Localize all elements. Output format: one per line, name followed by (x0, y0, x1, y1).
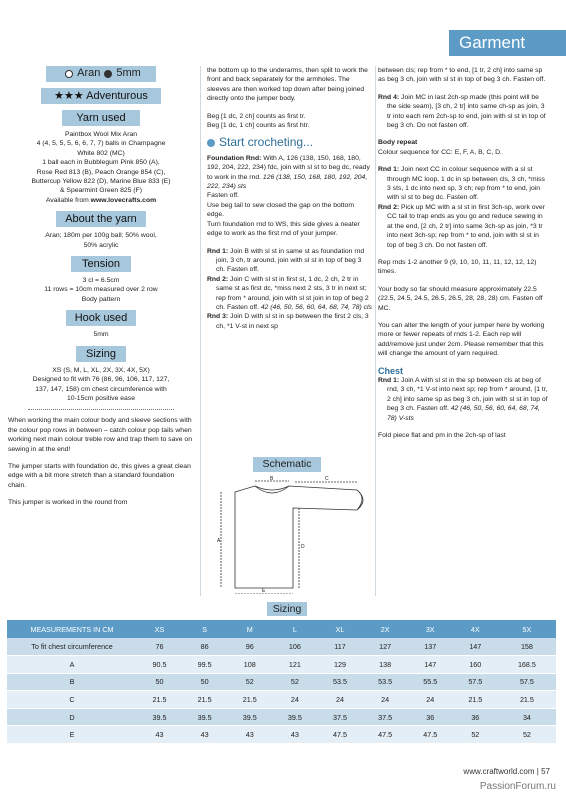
instruction-text: between cls; rep from * to end, [1 tr, 2 ch] into same sp as beg 3 ch, join with sl st in top of beg 3 ch. Fasten off. (378, 67, 546, 84)
instruction-text: Turn foundation rnd to WS, this side gives a neater edge to work as the first rnd of your jumper. (207, 220, 360, 238)
sizing-heading: Sizing (76, 346, 126, 362)
hook-used-text: 5mm (93, 331, 109, 339)
value-cell: 108 (227, 656, 272, 674)
yarn-weight-bar (46, 66, 156, 82)
header-cell: S (182, 620, 227, 638)
chest-round-1: Rnd 1: Join A with sl st in the sp between cls at beg of rnd, 3 ch, *1 V-st into next sp; rep from * around, [1 tr, 2 ch] into same sp as beg 3 ch, join with sl st in top of beg 3 ch. Fasten off. 42 (46, 50, 56, 60, 64, 68, 74, 78) V-sts (378, 376, 548, 422)
fasten-off-text: Fasten off. (207, 192, 239, 200)
table-row (7, 691, 556, 709)
tension-heading: Tension (71, 256, 131, 272)
tip-paragraph: When working the main colour body and sleeve sections with the colour pop rows in between – catch colour pop tails when working next main colour treble row and trap them to save on sewing in at the end! (8, 417, 192, 453)
round-2: Rnd 2: Join C with sl st in first st, 1 dc, 2 ch, 2 tr in same st as first dc, *miss next 2 sts, 3 tr in next st; rep from * around, join with sl st join in top of beg 2 ch. Fasten off. 42 (46, 50, 56, 60, 64, 68, 74, 78) cls (207, 275, 372, 311)
header-cell: M (227, 620, 272, 638)
value-cell: 36 (408, 708, 453, 726)
value-cell: 52 (498, 726, 556, 744)
tip-paragraph: This jumper is worked in the round from (8, 499, 128, 507)
sizing-text: XS (S, M, L, XL, 2X, 3X, 4X, 5X) Designed to fit with 76 (86, 96, 106, 117, 127, 137, 147, 158) cm chest circumference with 10-15cm positive ease (32, 366, 170, 402)
hook-used-heading: Hook used (66, 310, 136, 326)
value-cell: 39.5 (137, 708, 182, 726)
middle-column (207, 66, 372, 331)
watermark: PassionForum.ru (479, 781, 556, 792)
value-cell: 52 (453, 726, 498, 744)
value-cell: 21.5 (453, 691, 498, 709)
schematic-svg (207, 476, 372, 594)
table-row (7, 673, 556, 691)
value-cell: 127 (363, 638, 408, 656)
value-cell: 50 (182, 673, 227, 691)
body-round-1: Rnd 1: Join next CC in colour sequence with a sl st through MC loop, 1 dc in sp between cls, 3 ch, *miss 3 sts, 1 dc into next sp, 3 ch; rep from * to end, join with sl st to beg dc. Fasten off. (378, 166, 545, 202)
value-cell: 52 (227, 673, 272, 691)
chest-heading: Chest (378, 365, 404, 376)
tip-paragraph: The jumper starts with foundation dc, this gives a great clean edge with a bit more stretch than a standard foundation chain. (8, 462, 191, 489)
right-column (378, 66, 550, 440)
beg-note: Beg [1 dc, 1 ch] counts as first htr. (207, 122, 310, 130)
table-row (7, 638, 556, 656)
body-repeat-heading: Body repeat (378, 139, 418, 147)
value-cell: 43 (137, 726, 182, 744)
value-cell: 53.5 (363, 673, 408, 691)
value-cell: 39.5 (272, 708, 317, 726)
instruction-text: Use beg tail to sew closed the gap on the bottom edge. (207, 201, 354, 219)
label-c: C (325, 476, 329, 482)
value-cell: 24 (272, 691, 317, 709)
value-cell: 53.5 (317, 673, 362, 691)
row-label-cell: B (7, 673, 137, 691)
row-label-cell: E (7, 726, 137, 744)
about-yarn-text: Aran; 180m per 100g ball; 50% wool, 50% acrylic (45, 232, 157, 249)
value-cell: 47.5 (363, 726, 408, 744)
value-cell: 21.5 (498, 691, 556, 709)
round-4: Rnd 4: Join MC in last 2ch-sp made (this point will be the side seam), [3 ch, 2 tr] into same ch-sp as join, 3 tr into each rem 2ch-sp to end, join with sl st in top of beg 3 ch. Do not fasten off. (378, 93, 546, 130)
beg-note: Beg [1 dc, 2 ch] counts as first tr. (207, 112, 306, 120)
header-cell: 5X (498, 620, 556, 638)
left-column (8, 66, 194, 516)
label-d: D (301, 544, 305, 550)
bullet-icon (207, 139, 215, 147)
value-cell: 43 (227, 726, 272, 744)
dotted-divider (28, 409, 174, 410)
about-yarn-heading: About the yarn (56, 211, 146, 227)
value-cell: 47.5 (317, 726, 362, 744)
value-cell: 50 (137, 673, 182, 691)
table-header-row (7, 620, 556, 638)
value-cell: 168.5 (498, 656, 556, 674)
value-cell: 21.5 (137, 691, 182, 709)
value-cell: 137 (408, 638, 453, 656)
value-cell: 158 (498, 638, 556, 656)
value-cell: 106 (272, 638, 317, 656)
value-cell: 21.5 (227, 691, 272, 709)
colour-sequence: Colour sequence for CC: E, F, A, B, C, D. (378, 148, 502, 156)
label-b: B (270, 476, 274, 482)
hook-icon (104, 70, 112, 78)
value-cell: 99.5 (182, 656, 227, 674)
repeat-text: Rep rnds 1-2 another 9 (9, 10, 10, 11, 11, 12, 12, 12) times. (378, 258, 537, 276)
row-label-cell: To fit chest circumference (7, 638, 137, 656)
foundation-round: Foundation Rnd: With A, 126 (138, 150, 168, 180, 192, 204, 222, 234) fdc, join with sl st to beg dc, ready to work in the rnd. 126 (138, 150, 168, 180, 192, 204, 222, 234) sts (207, 154, 370, 191)
table-row (7, 726, 556, 744)
value-cell: 37.5 (363, 708, 408, 726)
value-cell: 24 (317, 691, 362, 709)
sizing-table-heading: Sizing (267, 602, 307, 616)
header-cell: L (272, 620, 317, 638)
label-e: E (262, 588, 266, 594)
row-label-cell: C (7, 691, 137, 709)
value-cell: 117 (317, 638, 362, 656)
value-cell: 138 (363, 656, 408, 674)
value-cell: 43 (182, 726, 227, 744)
label-a: A (217, 538, 221, 544)
table-row (7, 708, 556, 726)
row-label-cell: A (7, 656, 137, 674)
value-cell: 86 (182, 638, 227, 656)
page-number: 57 (541, 767, 550, 776)
value-cell: 76 (137, 638, 182, 656)
lovecrafts-link[interactable]: www.lovecrafts.com (90, 196, 157, 204)
section-tab: Garment (449, 30, 566, 56)
value-cell: 34 (498, 708, 556, 726)
round-3: Rnd 3: Join D with sl st in sp between the first 2 cls, 3 ch, *1 V-st in next sp (207, 313, 369, 330)
yarn-used-heading: Yarn used (62, 110, 140, 126)
column-divider (375, 66, 376, 596)
yarn-weight: Aran (77, 67, 101, 80)
schematic-diagram (207, 476, 372, 594)
value-cell: 36 (453, 708, 498, 726)
start-crocheting-heading: Start crocheting... (207, 138, 372, 147)
header-cell: 2X (363, 620, 408, 638)
round-1: Rnd 1: Join B with sl st in same st as foundation rnd join, 3 ch, tr around, join with sl st in top of beg 3 ch. Fasten off. (207, 247, 365, 274)
value-cell: 39.5 (227, 708, 272, 726)
fold-text: Fold piece flat and pm in the 2ch-sp of last (378, 432, 506, 439)
hook-size: 5mm (116, 67, 141, 80)
difficulty-badge: ★★★ Adventurous (41, 88, 161, 104)
value-cell: 129 (317, 656, 362, 674)
row-label-cell: D (7, 708, 137, 726)
header-cell: 4X (453, 620, 498, 638)
value-cell: 43 (272, 726, 317, 744)
sizing-table (7, 620, 556, 744)
value-cell: 24 (408, 691, 453, 709)
value-cell: 47.5 (408, 726, 453, 744)
value-cell: 121 (272, 656, 317, 674)
header-cell: XL (317, 620, 362, 638)
value-cell: 57.5 (453, 673, 498, 691)
schematic-heading: Schematic (253, 457, 321, 472)
value-cell: 55.5 (408, 673, 453, 691)
footer-site[interactable]: www.craftworld.com (463, 767, 535, 776)
column-divider (200, 66, 201, 596)
intro-paragraph: the bottom up to the underarms, then split to work the front and back separately for the armholes. The sleeves are then worked top down after being joined directly onto the jumper body. (207, 67, 368, 103)
value-cell: 96 (227, 638, 272, 656)
value-cell: 37.5 (317, 708, 362, 726)
value-cell: 52 (272, 673, 317, 691)
value-cell: 21.5 (182, 691, 227, 709)
tension-text: 3 cl = 6.5cm 11 rows = 10cm measured over 2 row Body pattern (44, 277, 158, 303)
measure-text: Your body so far should measure approximately 22.5 (22.5, 24.5, 24.5, 26.5, 26.5, 28, 28, 28) cm. Fasten off MC. (378, 285, 543, 312)
alter-text: You can alter the length of your jumper here by working more or fewer repeats of rnds 1-2. Each rep will add/remove just under 2cm. Please remember that this will change the amount of yarn required. (378, 321, 545, 358)
header-cell: MEASUREMENTS IN CM (7, 620, 137, 638)
value-cell: 160 (453, 656, 498, 674)
value-cell: 24 (363, 691, 408, 709)
value-cell: 57.5 (498, 673, 556, 691)
footer: www.craftworld.com | 57 (463, 767, 550, 776)
value-cell: 90.5 (137, 656, 182, 674)
value-cell: 147 (408, 656, 453, 674)
body-round-2: Rnd 2: Pick up MC with a sl st in first 3ch-sp, work over CC tail to trap ends as you go and reduce sewing in at the end, [2 ch, 2 tr] into same 3ch-sp as join, *3 tr into next 3ch-sp; rep from * to end, join with sl st in top of beg 3 ch. Do not fasten off. (378, 203, 545, 249)
value-cell: 147 (453, 638, 498, 656)
table-row (7, 656, 556, 674)
yarn-ball-icon (65, 70, 73, 78)
header-cell: 3X (408, 620, 453, 638)
header-cell: XS (137, 620, 182, 638)
yarn-used-text: Paintbox Wool Mix Aran 4 (4, 5, 5, 5, 6, 6, 7, 7) balls in Champagne White 802 (MC) 1 ball each in Bubblegum Pink 850 (A), Rose Red 813 (B), Peach Orange 854 (C), Buttercup Yellow 822 (D), Marine Blue 833 (E) & Spearmint Green 825 (F) Available from www.lovecrafts.com (31, 131, 171, 204)
value-cell: 39.5 (182, 708, 227, 726)
